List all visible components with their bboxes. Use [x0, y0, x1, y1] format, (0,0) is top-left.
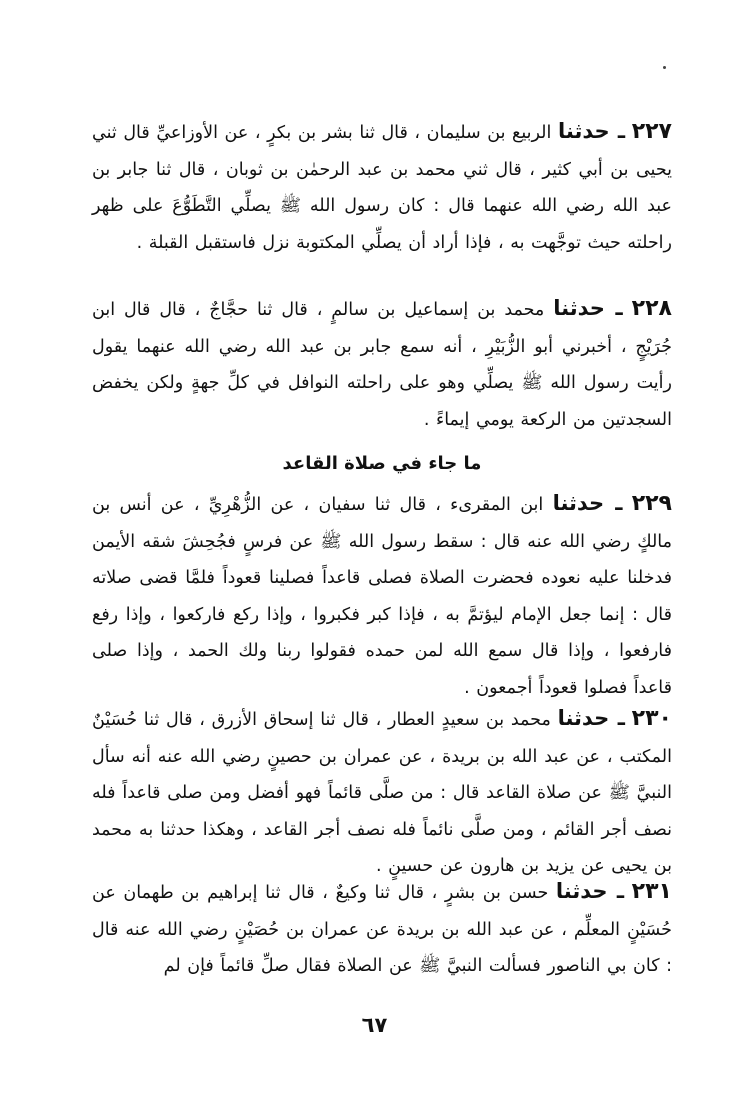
- hadith-text: الربيع بن سليمان ، قال ثنا بشر بن بكرٍ ، عن الأوزاعيِّ قال ثني يحيى بن أبي كثير ، قال ثني محمد بن عبد الرحمٰن بن ثوبان ، قال ثنا جابر بن عبد الله رضي الله عنهما قال : كان رسول الله ﷺ يصلِّي التَّطَوُّعَ على ظهر راحلته حيث توجَّهت به ، فإذا أراد أن يصلِّي المكتوبة نزل فاستقبل القبلة .: [92, 123, 672, 253]
- hadith-text: محمد بن سعيدٍ العطار ، قال ثنا إسحاق الأزرق ، قال ثنا حُسَيْنٌ المكتب ، عن عبد الله بن بريدة ، عن عمران بن حصينٍ رضي الله عنه أنه سأل النبيَّ ﷺ عن صلاة القاعد قال : من صلَّى قائماً فهو أفضل ومن صلى قاعداً فله نصف أجر القائم ، ومن صلَّى نائماً فله نصف أجر القاعد ، وهكذا حدثنا به محمد بن يحيى عن يزيد بن هارون عن حسينٍ .: [92, 710, 672, 876]
- hadith-230: [92, 700, 672, 885]
- hadith-marker: ـ حدثنا: [552, 491, 623, 515]
- page-mark: [663, 66, 666, 69]
- hadith-marker: ـ حدثنا: [555, 879, 625, 903]
- hadith-228: [92, 290, 672, 438]
- hadith-number: ٢٢٩: [631, 491, 672, 516]
- hadith-number: ٢٣٠: [631, 706, 672, 731]
- hadith-231: [92, 873, 672, 985]
- hadith-text: حسن بن بشرٍ ، قال ثنا وكيعٌ ، قال ثنا إبراهيم بن طهمان عن حُسَيْنٍ المعلِّم ، عن عبد الله بن بريدة عن عمران بن حُصَيْنٍ رضي الله عنه قال : كان بي الناصور فسألت النبيَّ ﷺ عن الصلاة فقال صلِّ قائماً فإن لم: [92, 883, 672, 976]
- page-number: ٦٧: [361, 1013, 388, 1037]
- hadith-marker: ـ حدثنا: [553, 296, 623, 320]
- hadith-marker: ـ حدثنا: [557, 706, 625, 730]
- hadith-number: ٢٢٧: [631, 119, 672, 144]
- hadith-marker: ـ حدثنا: [557, 119, 626, 143]
- hadith-229: [92, 485, 672, 706]
- hadith-number: ٢٢٨: [631, 296, 672, 321]
- hadith-text: محمد بن إسماعيل بن سالمٍ ، قال ثنا حجَّاجٌ ، قال قال ابن جُرَيْجٍ ، أخبرني أبو الزُّبَيْرِ ، أنه سمع جابر بن عبد الله رضي الله عنهما يقول رأيت رسول الله ﷺ يصلِّي وهو على راحلته النوافل في كلِّ جهةٍ ولكن يخفض السجدتين من الركعة يومي إيماءً .: [92, 300, 672, 430]
- hadith-text: ابن المقرىء ، قال ثنا سفيان ، عن الزُّهْرِيِّ ، عن أنس بن مالكٍ رضي الله عنه قال : سقط رسول الله ﷺ عن فرسٍ فجُحِشَ شقه الأيمن فدخلنا عليه نعوده فحضرت الصلاة فصلى قاعداً فصلينا قعوداً فلمَّا قضى صلاته قال : إنما جعل الإمام ليؤتمَّ به ، فإذا كبر فكبروا ، وإذا ركع فاركعوا ، وإذا رفع فارفعوا ، وإذا قال سمع الله لمن حمده فقولوا ربنا ولك الحمد ، وإذا صلى قاعداً فصلوا قعوداً أجمعون .: [92, 495, 672, 698]
- hadith-227: [92, 113, 672, 261]
- chapter-heading: ما جاء في صلاة القاعد: [282, 453, 482, 474]
- hadith-number: ٢٣١: [631, 879, 672, 904]
